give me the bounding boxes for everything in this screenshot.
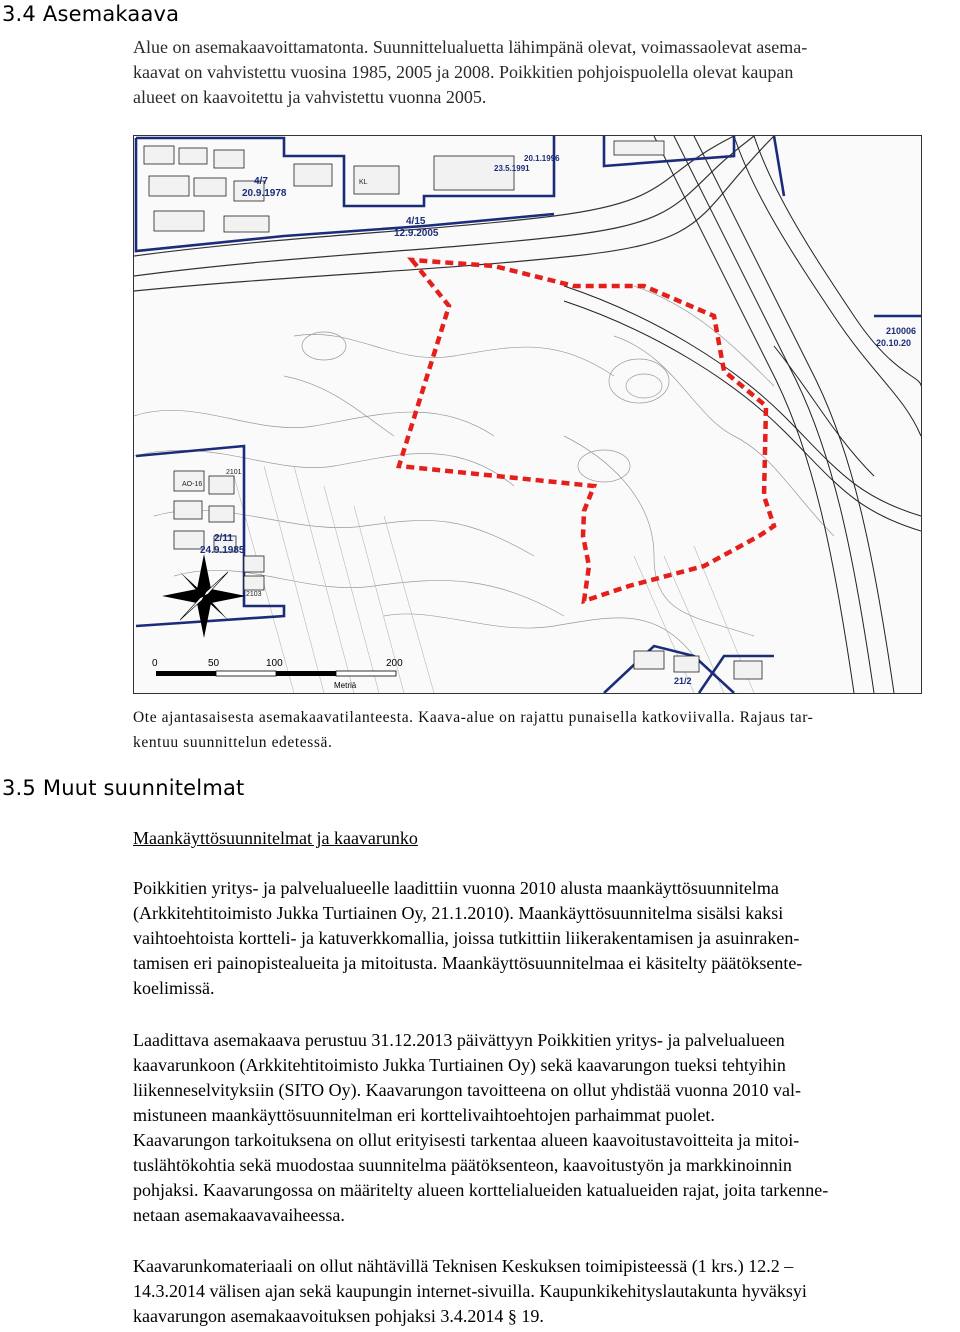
- plan-date-label: 12.9.2005: [394, 228, 439, 239]
- paragraph-line: pohjaksi. Kaavarungossa on määritelty alueen korttelialueiden katualueiden rajat, joita tarkenne-: [133, 1180, 829, 1200]
- zoning-map-drawing: [134, 136, 921, 693]
- intro-line: Alue on asemakaavoittamatonta. Suunnittelualuetta lähimpänä olevat, voimassaolevat asema-: [133, 37, 808, 57]
- planning-area-boundary: [399, 260, 774, 601]
- caption-line: kentuu suunnittelun edetessä.: [133, 734, 333, 751]
- caption-line: Ote ajantasaisesta asemakaavatilanteesta. Kaava-alue on rajattu punaisella katkoviivalla. Rajaus tar-: [133, 709, 814, 726]
- paragraph-line: tuslähtökohtia sekä muodostaa suunnitelma päätöksenteon, kaavoitustyön ja markkinoinnin: [133, 1155, 792, 1175]
- scale-tick-label: 0: [152, 658, 158, 669]
- paragraph-line: koelimissä.: [133, 978, 215, 998]
- north-arrow-icon: [162, 554, 246, 638]
- intro-line: alueet on kaavoitettu ja vahvistettu vuonna 2005.: [133, 87, 487, 107]
- scale-bar: [156, 671, 396, 676]
- plan-number-label: 4/15: [406, 216, 426, 227]
- plan-date-label: 20.9.1978: [242, 188, 287, 199]
- paragraph-line: mistuneen maankäyttösuunnitelman eri korttelivaihtoehtojen parhaimmat puolet.: [133, 1105, 715, 1125]
- paragraph-line: kaavarunkoon (Arkkitehtitoimisto Jukka Turtiainen Oy) sekä kaavarungon tueksi tehtyihin: [133, 1055, 786, 1075]
- paragraph-nahtavilla: [133, 1254, 933, 1329]
- paragraph-kaavarunko: [133, 1028, 933, 1228]
- subheading-maankayttosuunnitelmat: Maankäyttösuunnitelmat ja kaavarunko: [133, 828, 418, 848]
- paragraph-line: vaihtoehtoista kortteli- ja katuverkkomallia, joissa tutkittiin liikerakentamisen ja asuinraken-: [133, 928, 800, 948]
- scale-unit-label: Metriä: [334, 681, 357, 690]
- paragraph-line: Laadittava asemakaava perustuu 31.12.2013 päivättyyn Poikkitien yritys- ja palvelualueen: [133, 1030, 785, 1050]
- plan-number-label: 2/11: [214, 533, 233, 544]
- intro-paragraph: [133, 35, 933, 110]
- map-caption: [133, 705, 933, 755]
- paragraph-line: 14.3.2014 välisen ajan sekä kaupungin internet-sivuilla. Kaupunkikehityslautakunta hyväksyi: [133, 1281, 807, 1301]
- plan-number-label: 21/2: [674, 676, 692, 686]
- paragraph-line: Kaavarunkomateriaali on ollut nähtävillä Teknisen Keskuksen toimipisteessä (1 krs.) 12.2 –: [133, 1256, 794, 1276]
- paragraph-line: Poikkitien yritys- ja palvelualueelle laadittiin vuonna 2010 alusta maankäyttösuunnitelma: [133, 878, 779, 898]
- zone-label: AO-16: [182, 481, 203, 488]
- plan-number-label: 4/7: [254, 176, 268, 187]
- paragraph-maankayttosuunnitelma: [133, 876, 933, 1001]
- plan-date-label: 23.5.1991: [494, 164, 530, 173]
- plan-date-label: 20.1.1996: [524, 154, 560, 163]
- block-label: 2101: [226, 469, 242, 476]
- plan-number-label: 210006: [886, 326, 917, 336]
- zone-label: KL: [359, 179, 368, 186]
- intro-line: kaavat on vahvistettu vuosina 1985, 2005 ja 2008. Poikkitien pohjoispuolella olevat kaupan: [133, 62, 794, 82]
- plan-date-label: 24.9.1985: [200, 545, 245, 556]
- paragraph-line: tamisen eri painopistealueita ja mitoitusta. Maankäyttösuunnitelmaa ei käsitelty päätöksente-: [133, 953, 803, 973]
- paragraph-line: kaavarungon asemakaavoituksen pohjaksi 3.4.2014 § 19.: [133, 1306, 544, 1326]
- paragraph-line: Kaavarungon tarkoituksena on ollut erityisesti tarkentaa alueen kaavoitustavoitteita ja mitoi-: [133, 1130, 800, 1150]
- paragraph-line: liikenneselvityksiin (SITO Oy). Kaavarungon tavoitteena on ollut yhdistää vuonna 2010 val-: [133, 1080, 802, 1100]
- section-heading-muut-suunnitelmat: 3.5 Muut suunnitelmat: [2, 776, 245, 800]
- scale-tick-label: 100: [266, 658, 283, 669]
- motorway: [564, 136, 921, 693]
- zoning-map-figure: [133, 135, 922, 694]
- paragraph-line: (Arkkitehtitoimisto Jukka Turtiainen Oy, 21.1.2010). Maankäyttösuunnitelma sisälsi kaksi: [133, 903, 784, 923]
- paragraph-line: netaan asemakaavavaiheessa.: [133, 1205, 345, 1225]
- block-label: 2103: [246, 591, 262, 598]
- scale-tick-label: 50: [208, 658, 220, 669]
- building-blocks: [144, 141, 762, 679]
- scale-tick-label: 200: [386, 658, 403, 669]
- section-heading-asemakaava: 3.4 Asemakaava: [2, 2, 180, 26]
- plan-date-label: 20.10.20: [876, 338, 912, 348]
